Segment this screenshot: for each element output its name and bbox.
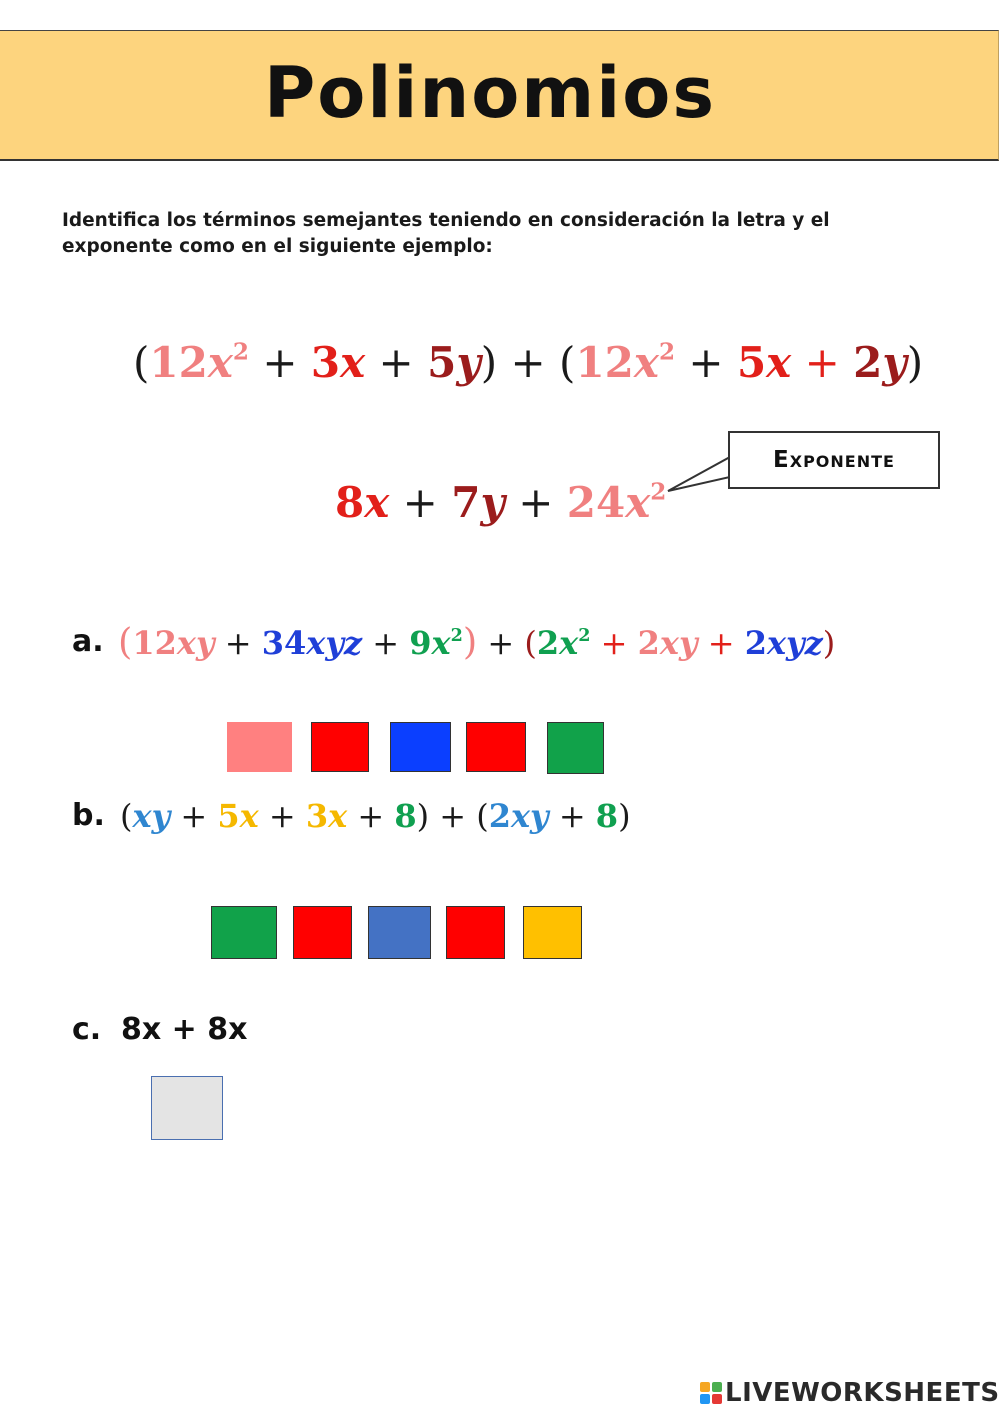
example-term-12x2-first: $12x^2$	[149, 338, 249, 387]
instructions: Identifica los términos semejantes teniendo en consideración la letra y el exponente como en el siguiente ejemplo:	[62, 210, 830, 257]
example-term-5x: 5x	[736, 338, 792, 387]
question-b-expression: (xy + 5x + 3x + 8) + (2xy + 8)	[120, 797, 631, 835]
question-c-label: c.	[72, 1012, 102, 1047]
answer-box-b4[interactable]	[446, 906, 505, 959]
answer-box-a5[interactable]	[547, 722, 604, 774]
exponent-callout: Exponente	[728, 431, 940, 489]
example-term-3x: 3x	[310, 338, 366, 387]
answer-box-b3[interactable]	[368, 906, 431, 959]
answer-box-c1[interactable]	[151, 1076, 223, 1140]
example-result: $8x + 7y + 24x^2$	[335, 478, 667, 527]
liveworksheets-logo	[700, 1378, 1000, 1408]
answer-box-a4[interactable]	[466, 722, 526, 772]
result-term-8x: 8x	[335, 478, 390, 527]
question-a-expression: $(12xy + 34xyz + 9x^2) + (2x^2 + 2xy + 2xyz)$	[118, 620, 836, 663]
brand-name: LIVEWORKSHEETS	[725, 1378, 1000, 1408]
result-term-24x2: $24x^2$	[566, 478, 667, 527]
example-expression: $(12x^2 + 3x + 5y) + (12x^2 + 5x + 2y)$	[133, 338, 924, 387]
example-term-5y: 5y	[427, 338, 481, 387]
answer-box-b1[interactable]	[211, 906, 277, 959]
question-c-expression: 8x + 8x	[121, 1012, 248, 1047]
answer-box-b5[interactable]	[523, 906, 582, 959]
answer-box-a1[interactable]	[227, 722, 292, 772]
example-term-2y: 2y	[853, 338, 907, 387]
page-title: Polinomios	[264, 52, 716, 134]
liveworksheets-icon	[700, 1382, 722, 1404]
result-term-7y: 7y	[451, 478, 505, 527]
callout-pointer	[666, 455, 732, 495]
answer-box-b2[interactable]	[293, 906, 352, 959]
example-term-12x2-second: $12x^2$	[575, 338, 676, 387]
answer-box-a2[interactable]	[311, 722, 369, 772]
question-b-label: b.	[72, 798, 105, 833]
question-a-label: a.	[72, 624, 104, 659]
answer-box-a3[interactable]	[390, 722, 451, 772]
